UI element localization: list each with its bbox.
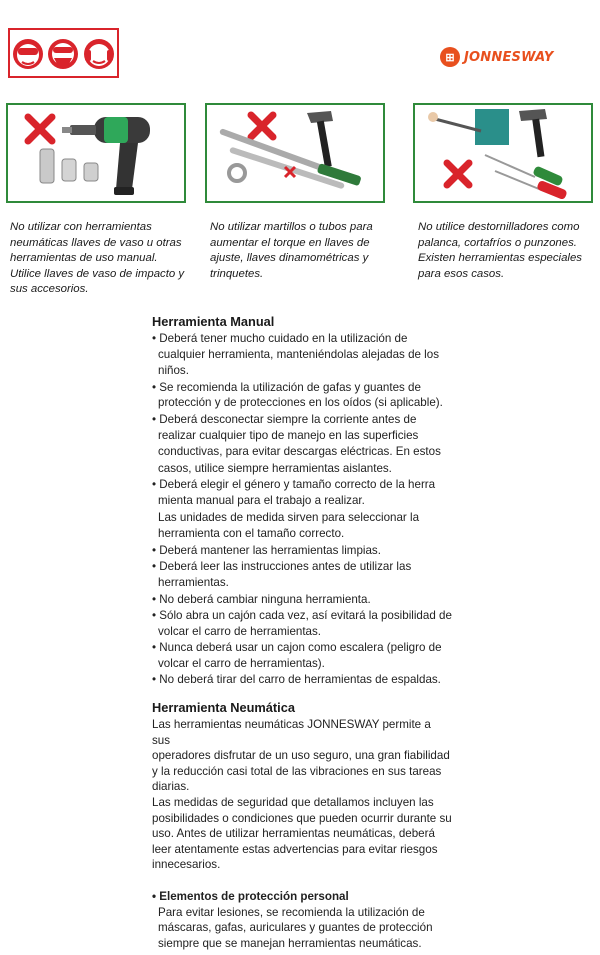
paragraph-line: diarias. <box>152 780 190 794</box>
ppe-icons-box <box>8 28 119 78</box>
item-line: cualquier herramienta, manteniéndolas alejadas de los <box>158 347 440 361</box>
warning-panel-impact-wrench <box>6 103 186 203</box>
item-line: • Deberá desconectar siempre la corriente antes de <box>152 412 417 426</box>
wrench-icon <box>219 128 362 189</box>
list-item <box>152 380 452 411</box>
logo-mark-icon: ⊞ <box>440 47 460 67</box>
caption-line: trinquetes. <box>210 267 264 280</box>
socket-icons <box>40 149 98 183</box>
cross-icon <box>447 163 469 185</box>
section-title: Herramienta Manual <box>152 314 275 329</box>
caption-line: Existen herramientas especiales <box>418 252 582 264</box>
goggles-face-icon <box>13 39 43 69</box>
list-item <box>152 608 452 639</box>
item-line: conductivas, para evitar descargas eléctricas. En estos <box>158 445 441 459</box>
paragraph-line: siempre que se manejan herramientas neumáticas. <box>158 936 422 950</box>
cross-icon <box>251 115 273 137</box>
item-line: Las unidades de medida sirven para seleccionar la <box>158 510 420 524</box>
item-line: • Deberá tener mucho cuidado en la utilización de <box>152 332 408 345</box>
screwdriver-illustration <box>415 105 591 201</box>
section-title: Herramienta Neumática <box>152 700 295 715</box>
caption-line: ajuste, llaves dinamométricas y <box>210 252 369 264</box>
item-line: • Se recomienda la utilización de gafas y guantes de <box>152 380 421 394</box>
list-item <box>152 640 452 671</box>
jonnesway-logo <box>440 44 584 70</box>
manual-tools-section <box>152 314 452 689</box>
paragraph-line: Las herramientas neumáticas JONNESWAY permite a sus <box>152 718 431 747</box>
warning-panel-screwdriver <box>413 103 593 203</box>
chisel-use-icon <box>428 109 509 145</box>
caption-line: herramientas de uso manual. <box>10 252 158 264</box>
caption-line: No utilizar martillos o tubos para <box>210 221 373 233</box>
item-line: • Deberá mantener las herramientas limpias. <box>152 543 381 557</box>
item-line: • Nunca deberá usar un cajon como escalera (peligro de <box>152 641 442 655</box>
warning-caption-3 <box>418 220 598 282</box>
ppe-icons <box>10 30 117 76</box>
cross-icon <box>28 117 52 141</box>
screwdriver-icons <box>485 155 568 200</box>
item-line: realizar cualquier tipo de manejo en las superficies <box>158 428 419 442</box>
earmuffs-face-icon <box>84 39 114 69</box>
list-item <box>152 559 452 590</box>
item-line: casos, utilice siempre herramientas aislantes. <box>158 461 392 475</box>
logo-text: JONNESWAY <box>464 49 554 65</box>
item-line: • Deberá elegir el género y tamaño correcto de la herra <box>152 478 436 492</box>
mask-face-icon <box>48 39 78 69</box>
ppe-subtitle: • Elementos de protección personal <box>152 889 349 903</box>
hammer-icon <box>519 109 547 157</box>
item-line: • Deberá leer las instrucciones antes de utilizar las <box>152 560 412 574</box>
pneumatic-tools-section <box>152 700 452 951</box>
item-line: • No deberá cambiar ninguna herramienta. <box>152 592 371 606</box>
impact-wrench-icon <box>62 117 150 195</box>
warning-caption-2 <box>210 220 390 282</box>
item-line: herramientas. <box>158 575 229 589</box>
list-item <box>152 412 452 476</box>
caption-line: No utilizar con herramientas <box>10 221 152 233</box>
item-line: niños. <box>158 364 189 378</box>
caption-line: para esos casos. <box>418 267 505 280</box>
list-item <box>152 672 452 688</box>
item-line: • No deberá tirar del carro de herramientas de espaldas. <box>152 673 441 687</box>
caption-line: neumáticas llaves de vaso u otras <box>10 236 182 249</box>
item-line: protección y de protecciones en los oídos (si aplicable). <box>158 396 443 410</box>
list-item <box>152 543 452 559</box>
list-item <box>152 477 452 541</box>
manual-list <box>152 331 452 688</box>
list-item <box>152 331 452 379</box>
warning-panel-hammer-wrench <box>205 103 385 203</box>
paragraph-line: Para evitar lesiones, se recomienda la utilización de <box>158 905 425 919</box>
caption-line: No utilice destornilladores como <box>418 221 580 233</box>
hammer-wrench-illustration <box>207 105 383 201</box>
caption-line: palanca, cortafríos o punzones. <box>418 236 577 249</box>
impact-wrench-illustration <box>8 105 184 201</box>
paragraph-line: leer atentamente estas advertencias para evitar riesgos <box>152 842 438 856</box>
warning-caption-1 <box>10 220 190 298</box>
caption-line: Utilice llaves de vaso de impacto y <box>10 267 185 280</box>
paragraph-line: posibilidades o condiciones que pueden ocurrir durante su <box>152 811 452 825</box>
item-line: volcar el carro de herramientas). <box>158 656 325 670</box>
caption-line: aumentar el torque en llaves de <box>210 236 370 249</box>
paragraph-line: máscaras, gafas, auriculares y guantes de protección <box>158 921 433 935</box>
item-line: volcar el carro de herramientas. <box>158 624 322 638</box>
item-line: mienta manual para el trabajo a realizar. <box>158 493 365 507</box>
hammer-icon <box>307 111 333 167</box>
paragraph-line: y la reducción casi total de las vibraciones en sus tareas <box>152 764 442 778</box>
paragraph-line: innecesarios. <box>152 858 221 872</box>
paragraph-line: uso. Antes de utilizar herramientas neumáticas, deberá <box>152 827 435 841</box>
item-line: herramienta con el tamaño correcto. <box>158 527 345 541</box>
paragraph-line: Las medidas de seguridad que detallamos incluyen las <box>152 795 434 809</box>
caption-line: sus accesorios. <box>10 283 89 295</box>
item-line: • Sólo abra un cajón cada vez, así evitará la posibilidad de <box>152 609 452 623</box>
paragraph-line: operadores disfrutar de un uso seguro, una gran fiabilidad <box>152 749 450 763</box>
list-item <box>152 592 452 608</box>
